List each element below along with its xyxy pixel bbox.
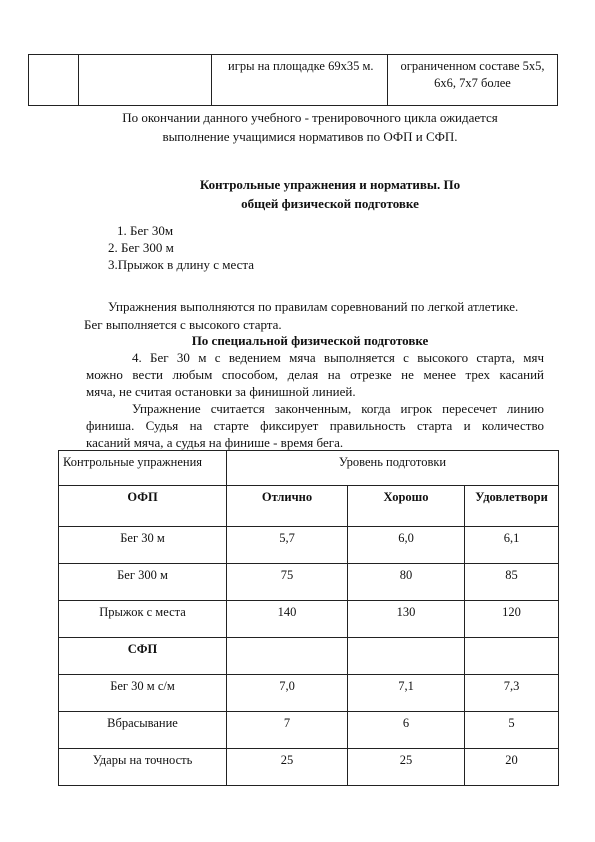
row-value: 7,3 bbox=[465, 675, 559, 712]
row-name: Бег 30 м с/м bbox=[59, 675, 227, 712]
row-name: Прыжок с места bbox=[59, 601, 227, 638]
table-row bbox=[59, 601, 559, 638]
rules-line-2: Бег выполняется с высокого старта. bbox=[84, 317, 282, 332]
p1-line-2: можно вести любым способом, делая на отрезке не менее трех касаний bbox=[86, 367, 544, 382]
intro-line-1: По окончании данного учебного - тренировочного цикла ожидается bbox=[122, 110, 498, 125]
row-name: Бег 300 м bbox=[59, 564, 227, 601]
table-row bbox=[59, 638, 559, 675]
rules-line-1: Упражнения выполняются по правилам соревнований по легкой атлетике. bbox=[108, 299, 519, 314]
row-value: 20 bbox=[465, 749, 559, 786]
top-cell-2 bbox=[79, 55, 212, 106]
section1-title-line-1: Контрольные упражнения и нормативы. По bbox=[199, 177, 461, 192]
top-cell-4: ограниченном составе 5х5, 6х6, 7х7 более bbox=[388, 55, 558, 106]
row-value: 6,1 bbox=[465, 527, 559, 564]
top-cell-1 bbox=[29, 55, 79, 106]
row-value: 130 bbox=[348, 601, 465, 638]
level-good: Хорошо bbox=[348, 486, 465, 527]
p1-line-1: 4. Бег 30 м с ведением мяча выполняется с высокого старта, мяч bbox=[132, 350, 544, 365]
row-value: 75 bbox=[227, 564, 348, 601]
row-value: 7,0 bbox=[227, 675, 348, 712]
top-table bbox=[28, 54, 558, 106]
row-value: 120 bbox=[465, 601, 559, 638]
row-value: 5,7 bbox=[227, 527, 348, 564]
section2-title: По специальной физической подготовке bbox=[191, 333, 429, 348]
list-item-2: 2. Бег 300 м bbox=[108, 240, 174, 255]
p2-line-3: касаний мяча, а судья на финише - время бега. bbox=[86, 435, 344, 450]
p1-line-3: мяча, не считая остановки за финишной линией. bbox=[86, 384, 356, 399]
level-satisfactory: Удовлетвори bbox=[465, 486, 559, 527]
row-value: 7,1 bbox=[348, 675, 465, 712]
norms-table bbox=[58, 450, 559, 786]
row-value: 7 bbox=[227, 712, 348, 749]
row-value: 140 bbox=[227, 601, 348, 638]
table-row bbox=[59, 749, 559, 786]
row-value: 80 bbox=[348, 564, 465, 601]
level-excellent: Отлично bbox=[227, 486, 348, 527]
list-item-1: 1. Бег 30м bbox=[117, 223, 174, 238]
list-item-3: 3.Прыжок в длину с места bbox=[108, 257, 254, 272]
intro-line-2: выполнение учащимися нормативов по ОФП и СФП. bbox=[162, 129, 458, 144]
section1-title-line-2: общей физической подготовке bbox=[241, 196, 419, 211]
table-row bbox=[59, 527, 559, 564]
sfp-label: СФП bbox=[59, 638, 227, 675]
section2-paragraph-1 bbox=[86, 349, 544, 400]
row-value: 6 bbox=[348, 712, 465, 749]
ofp-label: ОФП bbox=[59, 486, 227, 527]
norms-header-right: Уровень подготовки bbox=[227, 451, 559, 486]
p2-line-2: финиша. Судья на старте фиксирует правильность старта и количество bbox=[86, 418, 544, 433]
table-row bbox=[59, 712, 559, 749]
norms-header-left: Контрольные упражнения bbox=[59, 451, 227, 486]
row-value bbox=[465, 638, 559, 675]
row-value bbox=[348, 638, 465, 675]
row-value: 6,0 bbox=[348, 527, 465, 564]
row-value: 5 bbox=[465, 712, 559, 749]
table-row bbox=[59, 564, 559, 601]
section2-paragraph-2 bbox=[86, 400, 544, 451]
row-name: Вбрасывание bbox=[59, 712, 227, 749]
row-name: Бег 30 м bbox=[59, 527, 227, 564]
row-value: 25 bbox=[348, 749, 465, 786]
p2-line-1: Упражнение считается законченным, когда игрок пересечет линию bbox=[132, 401, 544, 416]
table-row bbox=[59, 675, 559, 712]
row-value bbox=[227, 638, 348, 675]
row-name: Удары на точность bbox=[59, 749, 227, 786]
row-value: 25 bbox=[227, 749, 348, 786]
top-cell-3: игры на площадке 69х35 м. bbox=[212, 55, 388, 106]
row-value: 85 bbox=[465, 564, 559, 601]
